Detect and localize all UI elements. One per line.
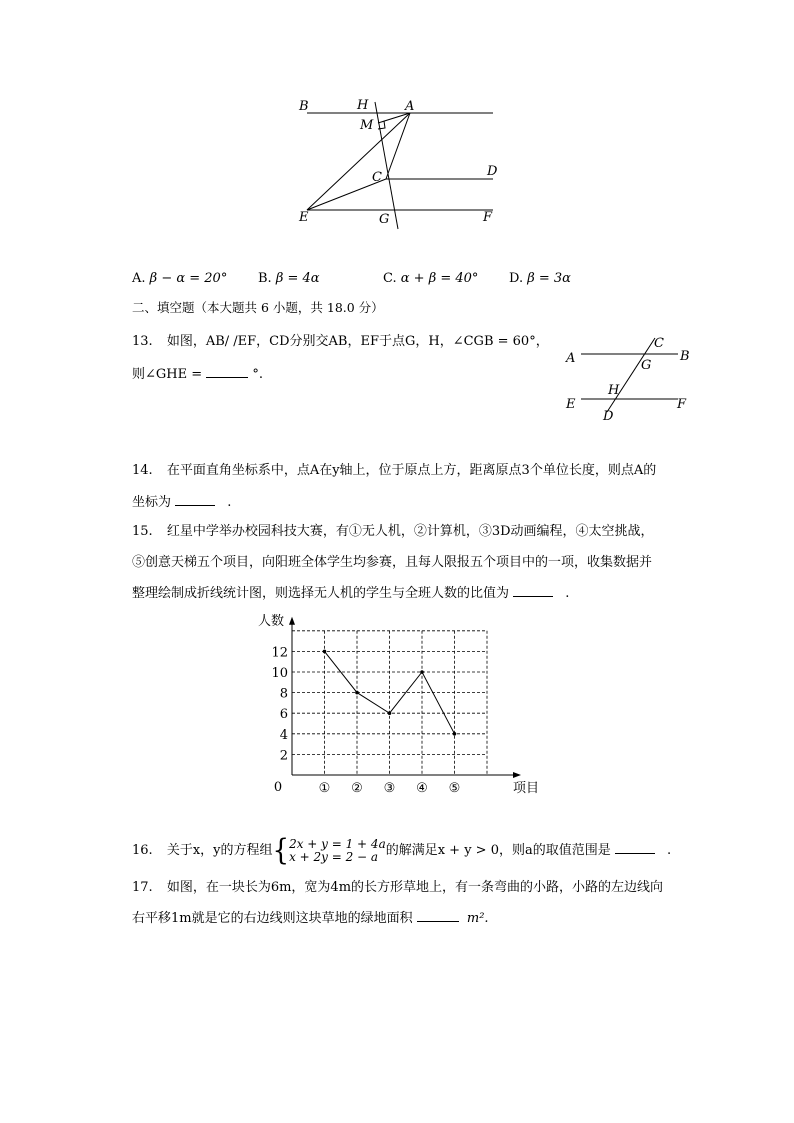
question-number: 13.: [132, 334, 153, 349]
y-tick-label: 6: [279, 707, 288, 723]
segment-ae: [307, 113, 410, 210]
label-H: H: [608, 383, 620, 398]
q12-option-c: [383, 265, 478, 293]
q13-figure: [562, 332, 702, 424]
q14-line1: [132, 457, 656, 485]
label-E: E: [299, 210, 309, 225]
q14-text: 在平面直角坐标系中，点A在y轴上，位于原点上方，距离原点3个单位长度，则点A的: [166, 463, 657, 478]
answer-blank[interactable]: [175, 489, 215, 506]
data-point: [388, 711, 392, 715]
y-axis-arrow: [289, 617, 295, 625]
section-heading: 二、填空题（本大题共 6 小题，共 18.0 分）: [132, 300, 384, 315]
q17-line2: [132, 905, 489, 933]
answer-blank[interactable]: [615, 837, 655, 854]
label-B: B: [680, 349, 690, 364]
option-expr: α + β = 40°: [400, 271, 479, 286]
label-M: M: [360, 118, 374, 133]
label-B: B: [299, 99, 309, 114]
question-number: 15.: [132, 524, 153, 539]
data-point: [453, 732, 457, 736]
q13-unit: °.: [252, 367, 264, 382]
label-A: A: [566, 351, 576, 366]
q13-text: 如图，AB/ /EF，CD分别交AB，EF于点G，H，∠CGB = 60°，: [166, 334, 549, 349]
y-tick-label: 12: [271, 645, 288, 661]
y-axis-label: 人数: [258, 613, 285, 629]
q13-line1: [132, 328, 549, 356]
q17-unit: m².: [466, 911, 489, 926]
q13-line2: [132, 361, 263, 389]
answer-blank[interactable]: [417, 905, 459, 922]
y-tick-label: 4: [279, 727, 288, 743]
label-D: D: [603, 409, 614, 424]
x-tick-label: ⑤: [448, 781, 461, 796]
label-C: C: [372, 170, 382, 185]
option-letter: C.: [383, 271, 397, 286]
option-expr: β − α = 20°: [149, 271, 228, 286]
q12-option-b: [258, 265, 320, 293]
q16-text: 关于x，y的方程组: [166, 843, 273, 858]
q12-option-a: [132, 265, 227, 293]
q12-option-d: [509, 265, 571, 293]
answer-blank[interactable]: [206, 361, 248, 378]
answer-blank[interactable]: [513, 580, 553, 597]
q15-line1: [132, 518, 654, 546]
data-point: [420, 670, 424, 674]
q16-end: .: [667, 843, 672, 858]
q12-figure: [290, 92, 505, 237]
x-axis-arrow: [513, 772, 521, 778]
question-number: 14.: [132, 463, 153, 478]
q15-text: 整理绘制成折线统计图，则选择无人机的学生与全班人数的比值为: [132, 586, 510, 601]
x-tick-label: ①: [318, 781, 331, 796]
chart-axes: [289, 617, 521, 778]
label-D: D: [487, 164, 498, 179]
question-number: 16.: [132, 843, 153, 858]
q14-line2: [132, 489, 231, 517]
q17-text: 如图，在一块长为6m，宽为4m的长方形草地上，有一条弯曲的小路，小路的左边线向: [166, 880, 664, 895]
x-axis-label: 项目: [513, 781, 540, 796]
question-number: 17.: [132, 880, 153, 895]
equation-2: x + 2y = 2 − a: [289, 849, 379, 864]
label-F: F: [483, 210, 493, 225]
equation-system: [289, 838, 386, 864]
label-H: H: [357, 98, 369, 113]
label-F: F: [677, 397, 687, 412]
label-G: G: [641, 358, 652, 373]
origin-label: 0: [273, 780, 283, 795]
y-tick-label: 10: [271, 666, 288, 681]
option-letter: B.: [258, 271, 272, 286]
q15-end: .: [565, 586, 570, 601]
x-tick-label: ③: [383, 781, 396, 796]
q14-text: 坐标为: [132, 495, 172, 510]
q13-text: 则∠GHE =: [132, 367, 203, 382]
data-point: [323, 650, 327, 654]
label-A: A: [405, 99, 415, 114]
option-letter: D.: [509, 271, 524, 286]
segment-ac: [386, 113, 410, 179]
q16-text: 的解满足x + y > 0，则a的取值范围是: [385, 843, 611, 858]
chart-ticks: [258, 613, 539, 796]
option-expr: β = 4α: [275, 271, 320, 286]
data-point: [355, 691, 359, 695]
option-expr: β = 3α: [527, 271, 571, 286]
label-G: G: [379, 212, 390, 227]
y-tick-label: 8: [279, 686, 288, 702]
brace-symbol: {: [272, 834, 290, 867]
option-letter: A.: [132, 271, 146, 286]
q16-line: [132, 833, 671, 869]
q14-end: .: [227, 495, 232, 510]
q17-line1: [132, 874, 663, 902]
chart-grid: [292, 631, 487, 775]
line-chart: [250, 603, 540, 803]
q17-text: 右平移1m就是它的右边线则这块草地的绿地面积: [132, 911, 413, 926]
x-tick-label: ②: [351, 781, 363, 796]
q15-text: 红星中学举办校园科技大赛，有①无人机，②计算机，③3D动画编程，④太空挑战，: [166, 524, 654, 539]
equation-1: 2x + y = 1 + 4a: [289, 836, 386, 851]
label-E: E: [566, 397, 576, 412]
x-tick-label: ④: [416, 781, 428, 796]
q15-line2: ⑤创意天梯五个项目，向阳班全体学生均参赛，且每人限报五个项目中的一项，收集数据并: [132, 555, 653, 570]
transversal-cd: [607, 338, 655, 412]
y-tick-label: 2: [279, 748, 288, 764]
label-C: C: [654, 336, 664, 351]
